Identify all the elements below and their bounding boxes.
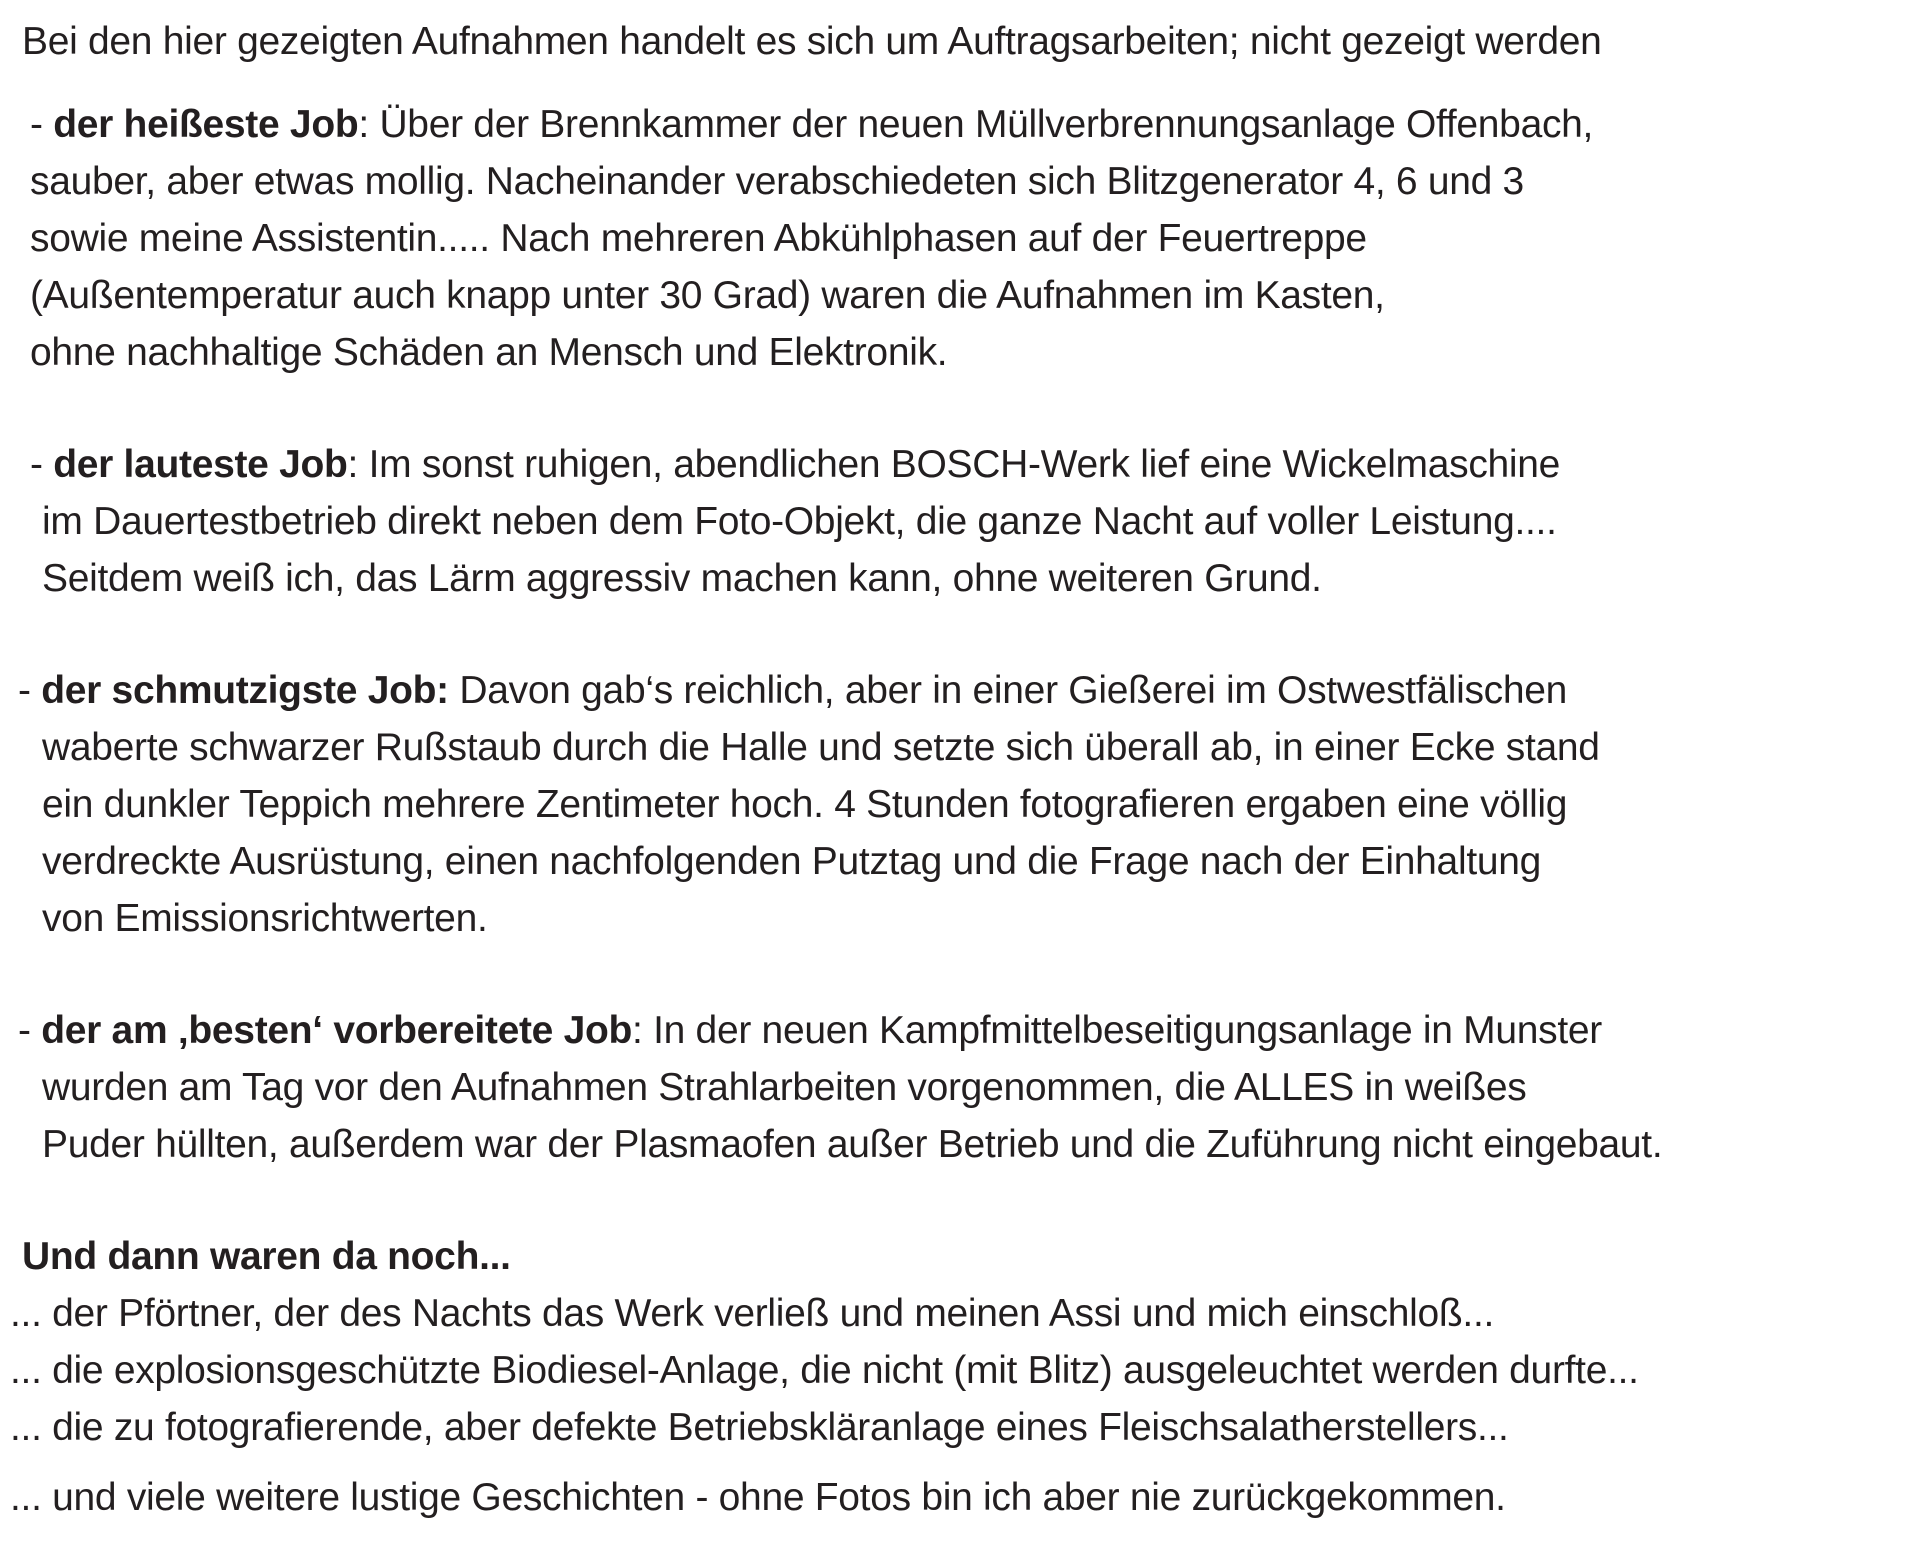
section-heading: der schmutzigste Job: xyxy=(41,669,449,712)
section-text: ohne nachhaltige Schäden an Mensch und Elektronik. xyxy=(30,331,948,374)
section-heading: der heißeste Job xyxy=(53,103,359,146)
section-lead-dash: - xyxy=(18,1009,42,1052)
closing-item: ... die zu fotografierende, aber defekte Betriebskläranlage eines Fleischsalatherstellers... xyxy=(10,1406,1509,1449)
section-separator: : xyxy=(347,443,369,486)
section-text: (Außentemperatur auch knapp unter 30 Grad) waren die Aufnahmen im Kasten, xyxy=(30,274,1385,317)
section-text: sowie meine Assistentin..... Nach mehreren Abkühlphasen auf der Feuertreppe xyxy=(30,217,1367,260)
closing-item: ... der Pförtner, der des Nachts das Werk verließ und meinen Assi und mich einschloß... xyxy=(10,1292,1495,1335)
section-text: von Emissionsrichtwerten. xyxy=(42,897,488,940)
section-text: Davon gab‘s reichlich, aber in einer Gießerei im Ostwestfälischen xyxy=(459,669,1568,712)
section-text: wurden am Tag vor den Aufnahmen Strahlarbeiten vorgenommen, die ALLES in weißes xyxy=(42,1066,1527,1109)
section-text: ein dunkler Teppich mehrere Zentimeter hoch. 4 Stunden fotografieren ergaben eine völlig xyxy=(42,783,1568,826)
section-lead-dash: - xyxy=(30,443,54,486)
closing-final-line: ... und viele weitere lustige Geschichten - ohne Fotos bin ich aber nie zurückgekommen. xyxy=(10,1476,1506,1519)
section-lead-dash: - xyxy=(18,669,42,712)
section-separator xyxy=(449,669,460,712)
section-text: Im sonst ruhigen, abendlichen BOSCH-Werk lief eine Wickelmaschine xyxy=(368,443,1561,486)
section-text: Über der Brennkammer der neuen Müllverbrennungsanlage Offenbach, xyxy=(379,103,1594,146)
section-text: Puder hüllten, außerdem war der Plasmaofen außer Betrieb und die Zuführung nicht eingebaut. xyxy=(42,1123,1663,1166)
section-heading: der lauteste Job xyxy=(53,443,348,486)
section-lead-dash: - xyxy=(30,103,54,146)
section-text: verdreckte Ausrüstung, einen nachfolgenden Putztag und die Frage nach der Einhaltung xyxy=(42,840,1542,883)
section-dirtiest-job-first-line xyxy=(18,663,1567,719)
section-heading: der am ‚besten‘ vorbereitete Job xyxy=(41,1009,633,1052)
section-text: In der neuen Kampfmittelbeseitigungsanlage in Munster xyxy=(653,1009,1602,1052)
closing-heading: Und dann waren da noch... xyxy=(22,1235,511,1278)
section-text: sauber, aber etwas mollig. Nacheinander verabschiedeten sich Blitzgenerator 4, 6 und 3 xyxy=(30,160,1524,203)
section-separator: : xyxy=(358,103,380,146)
section-text: Seitdem weiß ich, das Lärm aggressiv machen kann, ohne weiteren Grund. xyxy=(42,557,1322,600)
section-text: im Dauertestbetrieb direkt neben dem Foto-Objekt, die ganze Nacht auf voller Leistung.... xyxy=(42,500,1557,543)
section-separator: : xyxy=(632,1009,654,1052)
section-text: waberte schwarzer Rußstaub durch die Halle und setzte sich überall ab, in einer Ecke stand xyxy=(42,726,1600,769)
section-loudest-job-first-line xyxy=(30,437,1560,493)
closing-item: ... die explosionsgeschützte Biodiesel-Anlage, die nicht (mit Blitz) ausgeleuchtet werden durfte... xyxy=(10,1349,1639,1392)
section-best-prepared-job-first-line xyxy=(18,1003,1602,1059)
intro-text: Bei den hier gezeigten Aufnahmen handelt es sich um Auftragsarbeiten; nicht gezeigt werden xyxy=(22,20,1602,63)
section-hottest-job-first-line xyxy=(30,97,1593,153)
